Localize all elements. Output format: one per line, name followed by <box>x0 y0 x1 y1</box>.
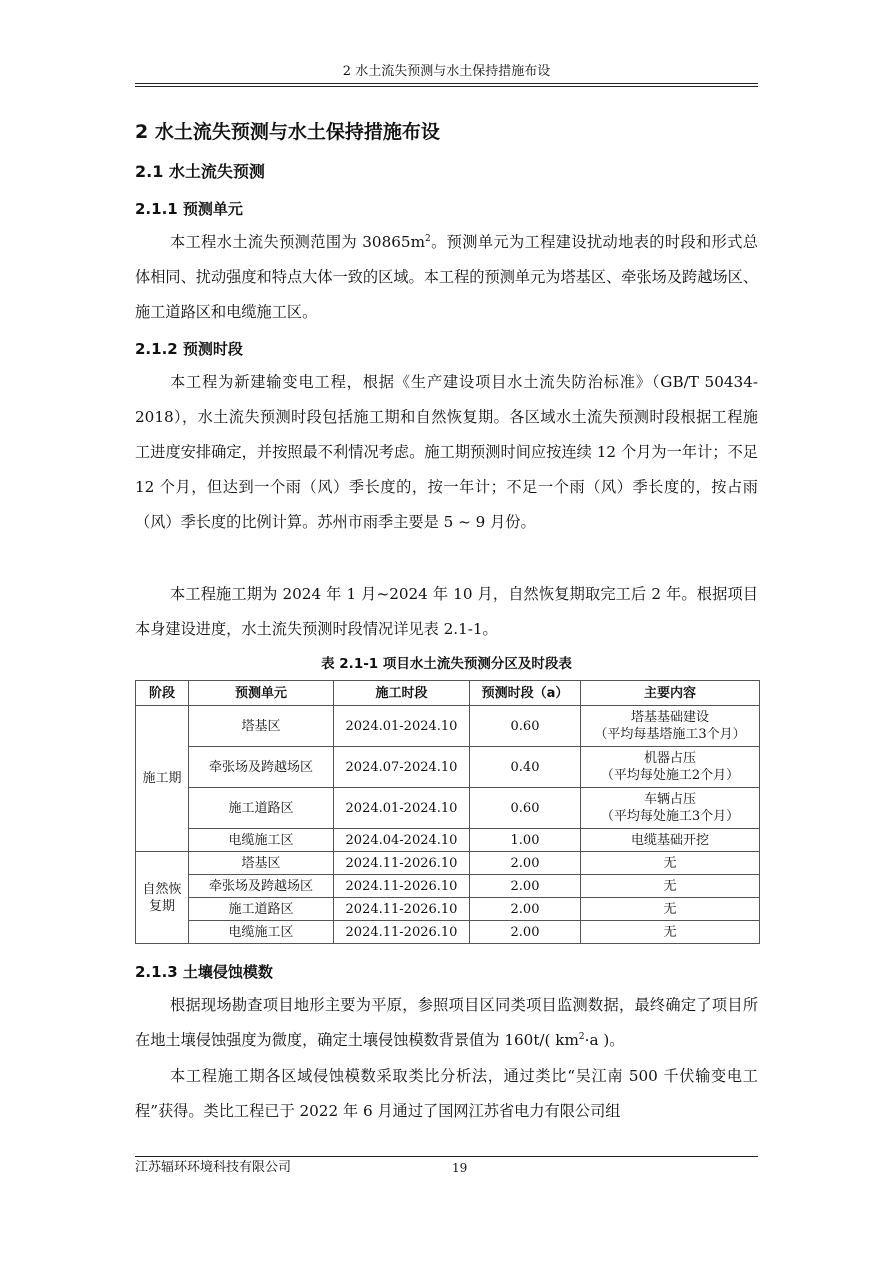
section-heading: 2.1 水土流失预测 <box>135 162 265 181</box>
subsection-heading-erosion-modulus: 2.1.3 土壤侵蚀模数 <box>135 963 273 981</box>
header-period: 施工时段 <box>334 681 470 706</box>
paragraph-prediction-unit: 本工程水土流失预测范围为 $30865m^2$。预测单元为工程建设扰动地表的时段和形式总体相同、扰动强度和特点大体一致的区域。本工程的预测单元为塔基区、牵张场及跨越场区、施工道路区和电缆施工区。 <box>135 233 758 321</box>
cell-period: 2024.04-2024.10 <box>334 829 470 852</box>
cell-unit: 电缆施工区 <box>189 921 334 944</box>
cell-content: 无 <box>581 875 760 898</box>
cell-years: 2.00 <box>470 852 581 875</box>
table-row <box>136 875 760 898</box>
cell-content: 车辆占压 （平均每处施工3个月） <box>581 788 760 829</box>
table-title: 表 2.1-1 项目水土流失预测分区及时段表 <box>321 656 572 672</box>
cell-period: 2024.11-2026.10 <box>334 898 470 921</box>
stage-recovery: 自然恢复期 <box>136 852 189 944</box>
cell-content: 无 <box>581 852 760 875</box>
table-row <box>136 747 760 788</box>
cell-content: 机器占压 （平均每处施工2个月） <box>581 747 760 788</box>
paragraph-construction-period: 本工程施工期为 2024 年 1 月~2024 年 10 月，自然恢复期取完工后 2 年。根据项目本身建设进度，水土流失预测时段情况详见表 2.1-1。 <box>135 585 758 638</box>
cell-period: 2024.07-2024.10 <box>334 747 470 788</box>
cell-period: 2024.01-2024.10 <box>334 706 470 747</box>
paragraph-erosion-background: 根据现场勘查项目地形主要为平原，参照项目区同类项目监测数据，最终确定了项目所在地土壤侵蚀强度为微度，确定土壤侵蚀模数背景值为 160t/( $km^2\cdot a$ )。 <box>135 996 758 1049</box>
cell-unit: 牵张场及跨越场区 <box>189 875 334 898</box>
header-years: 预测时段（a） <box>470 681 581 706</box>
paragraph-analogy-method: 本工程施工期各区域侵蚀模数采取类比分析法，通过类比“吴江南 500 千伏输变电工程”获得。类比工程已于 2022 年 6 月通过了国网江苏省电力有限公司组 <box>135 1067 758 1120</box>
table-row <box>136 706 760 747</box>
table-row <box>136 788 760 829</box>
subsection-heading-prediction-unit: 2.1.1 预测单元 <box>135 200 243 218</box>
cell-period: 2024.01-2024.10 <box>334 788 470 829</box>
cell-content: 塔基基础建设 （平均每基塔施工3个月） <box>581 706 760 747</box>
cell-years: 1.00 <box>470 829 581 852</box>
cell-unit: 牵张场及跨越场区 <box>189 747 334 788</box>
running-header: 2 水土流失预测与水土保持措施布设 <box>342 64 551 79</box>
cell-years: 0.60 <box>470 788 581 829</box>
cell-years: 2.00 <box>470 875 581 898</box>
cell-years: 2.00 <box>470 898 581 921</box>
paragraph-prediction-period: 本工程为新建输变电工程，根据《生产建设项目水土流失防治标准》（GB/T 50434-2018），水土流失预测时段包括施工期和自然恢复期。各区域水土流失预测时段根据工程施工进度安排确定，并按照最不利情况考虑。施工期预测时间应按连续 12 个月为一年计；不足 12 个月，但达到一个雨（风）季长度的，按一年计；不足一个雨（风）季长度的，按占雨（风）季长度的比例计算。苏州市雨季主要是 5 ~ 9 月份。 <box>135 373 758 531</box>
cell-unit: 塔基区 <box>189 706 334 747</box>
cell-content: 无 <box>581 898 760 921</box>
page-number: 19 <box>452 1161 468 1175</box>
subsection-heading-prediction-period: 2.1.2 预测时段 <box>135 340 243 358</box>
prediction-period-table <box>135 680 760 944</box>
header-rule-thin <box>135 86 758 87</box>
cell-years: 2.00 <box>470 921 581 944</box>
footer-company: 江苏辐环环境科技有限公司 <box>135 1160 292 1175</box>
table-row <box>136 921 760 944</box>
cell-period: 2024.11-2026.10 <box>334 921 470 944</box>
table-row <box>136 829 760 852</box>
chapter-heading: 2 水土流失预测与水土保持措施布设 <box>135 121 440 143</box>
header-content: 主要内容 <box>581 681 760 706</box>
cell-content: 无 <box>581 921 760 944</box>
cell-unit: 施工道路区 <box>189 788 334 829</box>
header-unit: 预测单元 <box>189 681 334 706</box>
cell-years: 0.60 <box>470 706 581 747</box>
cell-period: 2024.11-2026.10 <box>334 875 470 898</box>
header-rule-thick <box>135 83 758 84</box>
table-header-row <box>136 681 760 706</box>
cell-unit: 施工道路区 <box>189 898 334 921</box>
table-row <box>136 852 760 875</box>
cell-unit: 塔基区 <box>189 852 334 875</box>
cell-unit: 电缆施工区 <box>189 829 334 852</box>
footer-rule <box>135 1156 758 1157</box>
cell-years: 0.40 <box>470 747 581 788</box>
table-row <box>136 898 760 921</box>
stage-construction: 施工期 <box>136 706 189 852</box>
cell-content: 电缆基础开挖 <box>581 829 760 852</box>
header-stage: 阶段 <box>136 681 189 706</box>
cell-period: 2024.11-2026.10 <box>334 852 470 875</box>
